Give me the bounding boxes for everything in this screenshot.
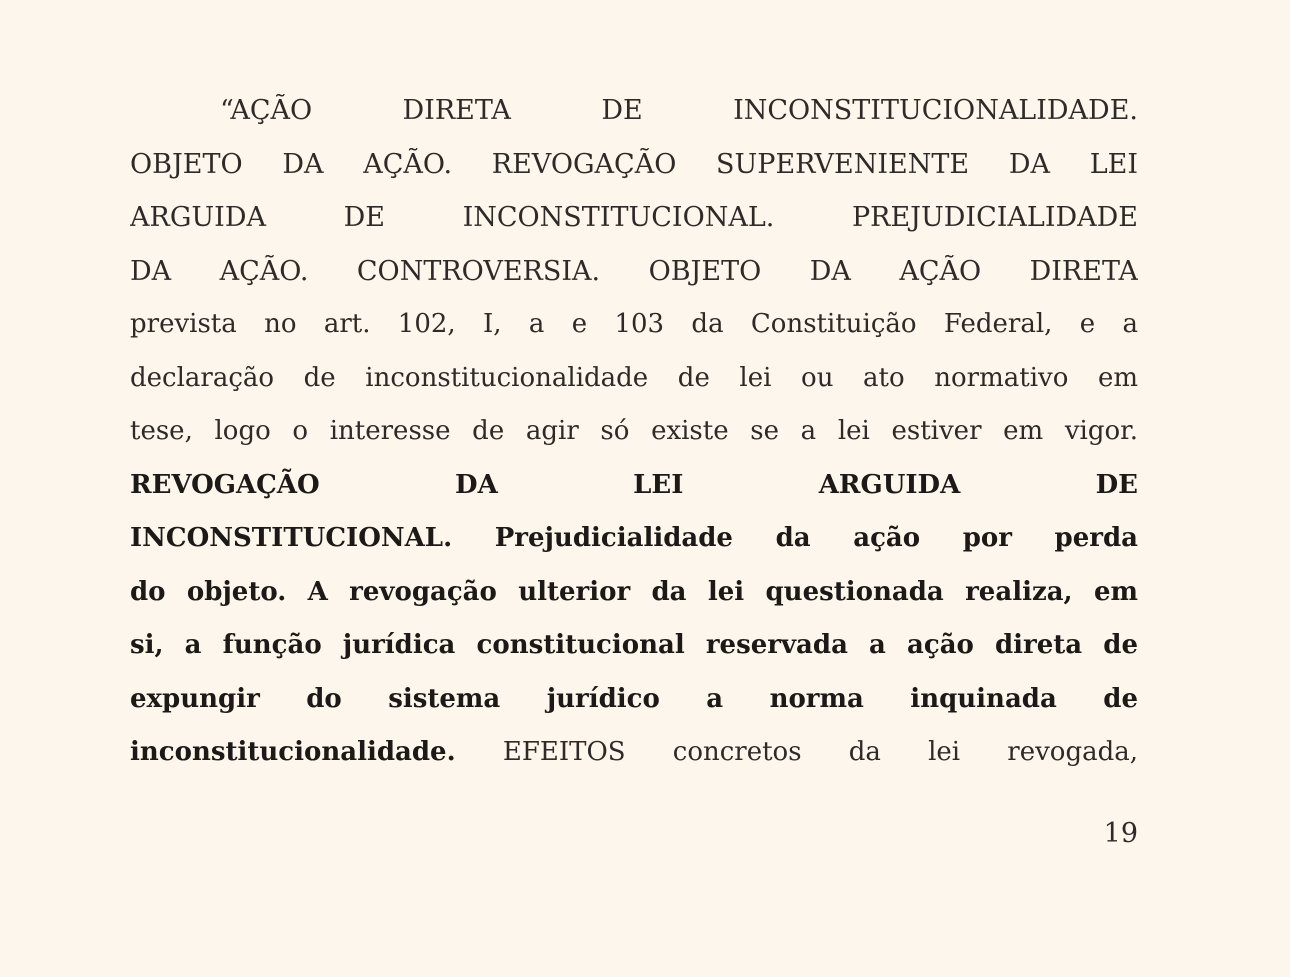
text-line-3: ARGUIDA DE INCONSTITUCIONAL. PREJUDICIALIDADE [130, 202, 1138, 233]
text-line-5: prevista no art. 102, I, a e 103 da Constituição Federal, e a [130, 309, 1138, 339]
page-number: 19 [1103, 818, 1138, 849]
text-line-7: tese, logo o interesse de agir só existe se a lei estiver em vigor. [130, 416, 1138, 446]
text-line-10: do objeto. A revogação ulterior da lei questionada realiza, em [130, 576, 1138, 607]
text-line-6: declaração de inconstitucionalidade de lei ou ato normativo em [130, 362, 1138, 393]
text-line-12: expungir do sistema jurídico a norma inquinada de [130, 683, 1138, 714]
text-line-9: INCONSTITUCIONAL. Prejudicialidade da ação por perda [130, 523, 1138, 553]
text-line-1: “AÇÃO DIRETA DE INCONSTITUCIONALIDADE. [220, 95, 1138, 126]
document-body [130, 84, 1138, 780]
text-line-11: si, a função jurídica constitucional reservada a ação direta de [130, 630, 1138, 660]
text-line-2: OBJETO DA AÇÃO. REVOGAÇÃO SUPERVENIENTE DA LEI [130, 148, 1138, 180]
text-line-13-bold: inconstitucionalidade. [130, 737, 456, 767]
text-line-8: REVOGAÇÃO DA LEI ARGUIDA DE [130, 469, 1138, 500]
text-line-13 [130, 726, 1138, 780]
text-line-4: DA AÇÃO. CONTROVERSIA. OBJETO DA AÇÃO DIRETA [130, 255, 1138, 287]
text-line-13-normal: EFEITOS concretos da lei revogada, [455, 737, 1138, 767]
